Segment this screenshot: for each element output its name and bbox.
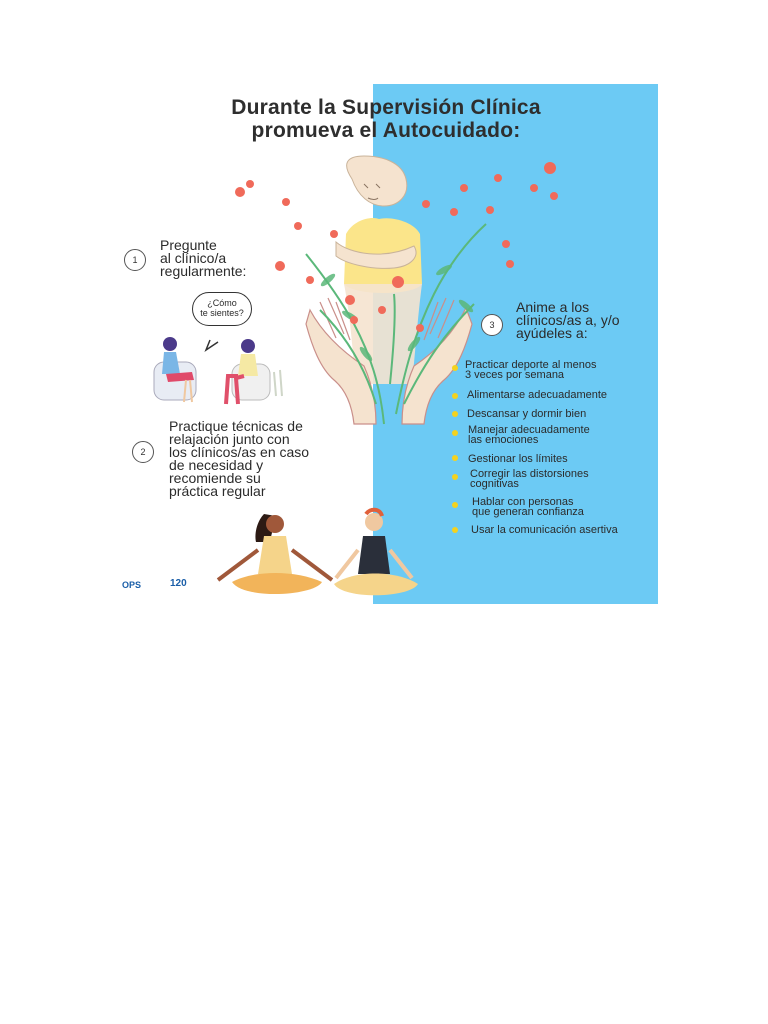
- step-1-line: Pregunte: [160, 237, 217, 253]
- list-item-line: 3 veces por semana: [465, 369, 565, 381]
- list-item-line: Practicar deporte al menos: [465, 359, 597, 371]
- step-2-line: Practique técnicas de: [169, 418, 303, 434]
- bullet-dot: [452, 393, 458, 399]
- title-line-1: Durante la Supervisión Clínica: [231, 96, 541, 119]
- list-item: [472, 497, 584, 517]
- step-number-1: 1: [124, 249, 146, 271]
- bullet-dot: [452, 365, 458, 371]
- bullet-dot: [452, 430, 458, 436]
- consultation-illustration: [154, 337, 282, 404]
- step-1-line: regularmente:: [160, 263, 247, 279]
- list-item: [467, 408, 586, 421]
- list-item-line: Corregir las distorsiones: [470, 468, 589, 480]
- list-item-line: Usar la comunicación asertiva: [471, 524, 618, 536]
- list-item: [467, 389, 607, 402]
- step-3-line: ayúdeles a:: [516, 325, 588, 341]
- step-1-line: al clínico/a: [160, 250, 227, 266]
- list-item-line: que generan confianza: [472, 506, 584, 518]
- step-3-text: [516, 301, 620, 340]
- list-item: [471, 524, 618, 537]
- bullet-dot: [452, 411, 458, 417]
- step-number-2: 2: [132, 441, 154, 463]
- bubble-line: te sientes?: [200, 308, 244, 318]
- step-3-line: Anime a los: [516, 299, 590, 315]
- bullet-dot: [452, 502, 458, 508]
- step-2-text: [169, 420, 309, 498]
- meditation-illustration: [218, 510, 418, 596]
- list-item-line: las emociones: [468, 434, 539, 446]
- speech-bubble: [192, 292, 252, 326]
- list-item: [465, 360, 596, 380]
- list-item-line: Descansar y dormir bien: [467, 408, 587, 420]
- bullet-dot: [452, 455, 458, 461]
- list-item-line: Hablar con personas: [472, 496, 574, 508]
- list-item: [470, 469, 589, 489]
- step-2-line: recomiende su: [169, 470, 261, 486]
- list-item-line: Manejar adecuadamente: [468, 424, 590, 436]
- poster-title: [114, 96, 658, 142]
- step-2-line: práctica regular: [169, 483, 266, 499]
- step-2-line: los clínicos/as en caso: [169, 444, 310, 460]
- step-2-line: de necesidad y: [169, 457, 264, 473]
- bullet-dot: [452, 527, 458, 533]
- bullet-dot: [452, 474, 458, 480]
- bubble-line: ¿Cómo: [207, 298, 237, 308]
- title-line-2: promueva el Autocuidado:: [251, 119, 521, 142]
- ops-logo: OPS: [122, 580, 142, 590]
- step-number-3: 3: [481, 314, 503, 336]
- anniversary-logo: 120: [170, 578, 187, 589]
- self-care-poster: [114, 84, 658, 604]
- list-item-line: Alimentarse adecuadamente: [467, 389, 608, 401]
- step-1-text: [160, 239, 246, 278]
- step-2-line: relajación junto con: [169, 431, 290, 447]
- step-3-line: clínicos/as a, y/o: [516, 312, 620, 328]
- list-item-line: Gestionar los límites: [468, 453, 568, 465]
- list-item: [468, 425, 590, 445]
- list-item-line: cognitivas: [470, 478, 519, 490]
- list-item: [468, 453, 568, 466]
